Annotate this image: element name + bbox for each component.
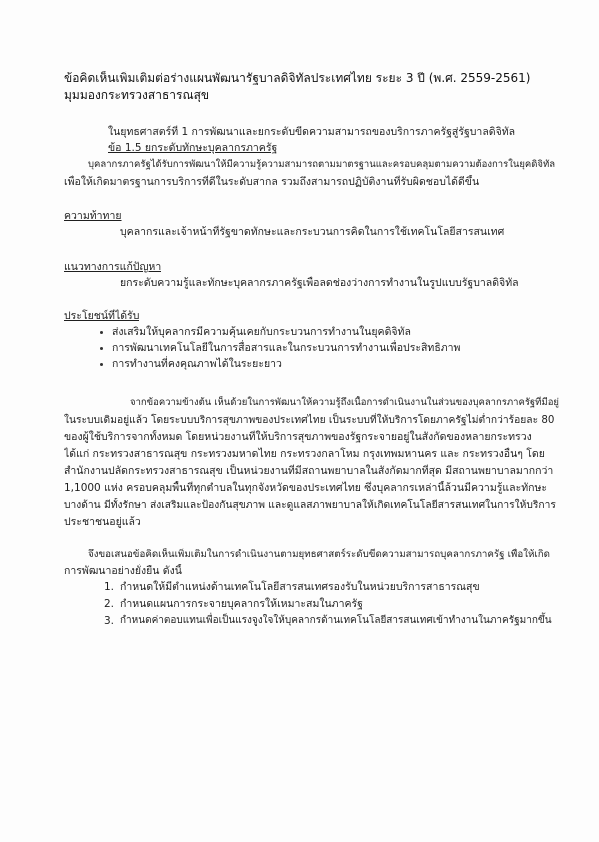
challenge-heading: ความท้าทาย (64, 210, 122, 222)
intro-paragraph-line: เพื่อให้เกิดมาตรฐานการบริการที่ดีในระดับสากล รวมถึงสามารถปฏิบัติงานที่รับผิดชอบได้ดีขึ้น (64, 176, 480, 188)
proposal-item: กำหนดแผนการกระจายบุคลากรให้เหมาะสมในภาครัฐ (120, 598, 363, 610)
document-title: ข้อคิดเห็นเพิ่มเติมต่อร่างแผนพัฒนารัฐบาลดิจิทัลประเทศไทย ระยะ 3 ปี (พ.ศ. 2559-2561) (64, 71, 531, 85)
proposal-number: 1. (104, 581, 115, 593)
bullet-icon (100, 363, 103, 366)
body-line: ในระบบเดิมอยู่แล้ว โดยระบบบริการสุขภาพของประเทศไทย เป็นระบบที่ให้บริการโดยภาครัฐไม่ต่ำกว่าร้อยละ 80 (64, 414, 555, 426)
body-line: 1,1000 แห่ง ครอบคลุมพื้นที่ทุกตำบลในทุกจังหวัดของประเทศไทย ซึ่งบุคลากรเหล่านี้ล้วนมีความรู้และทักษะ (64, 482, 548, 494)
proposal-number: 2. (104, 598, 115, 610)
bullet-icon (100, 347, 103, 350)
proposal-item: กำหนดค่าตอบแทนเพื่อเป็นแรงจูงใจให้บุคลากรด้านเทคโนโลยีสารสนเทศเข้าทำงานในภาครัฐมากขึ้น (120, 615, 552, 626)
bullet-icon (100, 331, 103, 334)
proposal-line: การพัฒนาอย่างยั่งยืน ดังนี้ (64, 565, 182, 577)
body-line: ได้แก่ กระทรวงสาธารณสุข กระทรวงมหาดไทย กระทรวงกลาโหม กรุงเทพมหานคร และ กระทรวงอื่นๆ โดย (64, 448, 545, 460)
intro-paragraph-line: บุคลากรภาครัฐได้รับการพัฒนาให้มีความรู้ความสามารถตามมาตรฐานและครอบคลุมตามความต้องการในยุคดิจิทัล (88, 159, 556, 170)
item-heading: ข้อ 1.5 ยกระดับทักษะบุคลากรภาครัฐ (108, 142, 278, 154)
proposal-line: จึงขอเสนอข้อคิดเห็นเพิ่มเติมในการดำเนินงานตามยุทธศาสตร์ระดับขีดความสามารถบุคลากรภาครัฐ เพื่อให้เกิด (88, 549, 550, 560)
body-line: บางด้าน มีทั้งรักษา ส่งเสริมและป้องกันสุขภาพ และดูแลสภาพยาบาลให้เกิดเทคโนโลยีสารสนเทศในการให้บริการ (64, 499, 556, 511)
body-line: สำนักงานปลัดกระทรวงสาธารณสุข เป็นหน่วยงานที่มีสถานพยาบาลในสังกัดมากที่สุด มีสถานพยาบาลมากกว่า (64, 465, 554, 477)
proposal-number: 3. (104, 615, 115, 627)
body-line: จากข้อความข้างต้น เห็นด้วยในการพัฒนาให้ความรู้ถึงเนื้อการดำเนินงานในส่วนของบุคลากรภาครัฐที่มีอยู่ (130, 397, 559, 408)
benefit-item: การพัฒนาเทคโนโลยีในการสื่อสารและในกระบวนการทำงานเพื่อประสิทธิภาพ (112, 342, 461, 354)
challenge-text: บุคลากรและเจ้าหน้าที่รัฐขาดทักษะและกระบวนการคิดในการใช้เทคโนโลยีสารสนเทศ (120, 226, 505, 238)
body-line: ประชาชนอยู่แล้ว (64, 516, 141, 528)
proposal-item: กำหนดให้มีตำแหน่งด้านเทคโนโลยีสารสนเทศรองรับในหน่วยบริการสาธารณสุข (120, 581, 480, 593)
body-line: ของผู้ใช้บริการจากทั้งหมด โดยหน่วยงานที่ให้บริการสุขภาพของรัฐกระจายอยู่ในสังกัดของหลายกระทรวง (64, 431, 532, 443)
item-line (108, 141, 277, 155)
benefits-heading: ประโยชน์ที่ได้รับ (64, 310, 140, 322)
benefit-item: การทำงานที่คงคุณภาพได้ในระยะยาว (112, 358, 282, 370)
approach-heading: แนวทางการแก้ปัญหา (64, 261, 162, 273)
benefit-item: ส่งเสริมให้บุคลากรมีความคุ้นเคยกับกระบวนการทำงานในยุคดิจิทัล (112, 326, 411, 338)
approach-text: ยกระดับความรู้และทักษะบุคลากรภาครัฐเพื่อลดช่องว่างการทำงานในรูปแบบรัฐบาลดิจิทัล (120, 277, 519, 289)
strategy-line: ในยุทธศาสตร์ที่ 1 การพัฒนาและยกระดับขีดความสามารถของบริการภาครัฐสู่รัฐบาลดิจิทัล (108, 126, 516, 138)
document-subtitle: มุมมองกระทรวงสาธารณสุข (64, 88, 210, 102)
